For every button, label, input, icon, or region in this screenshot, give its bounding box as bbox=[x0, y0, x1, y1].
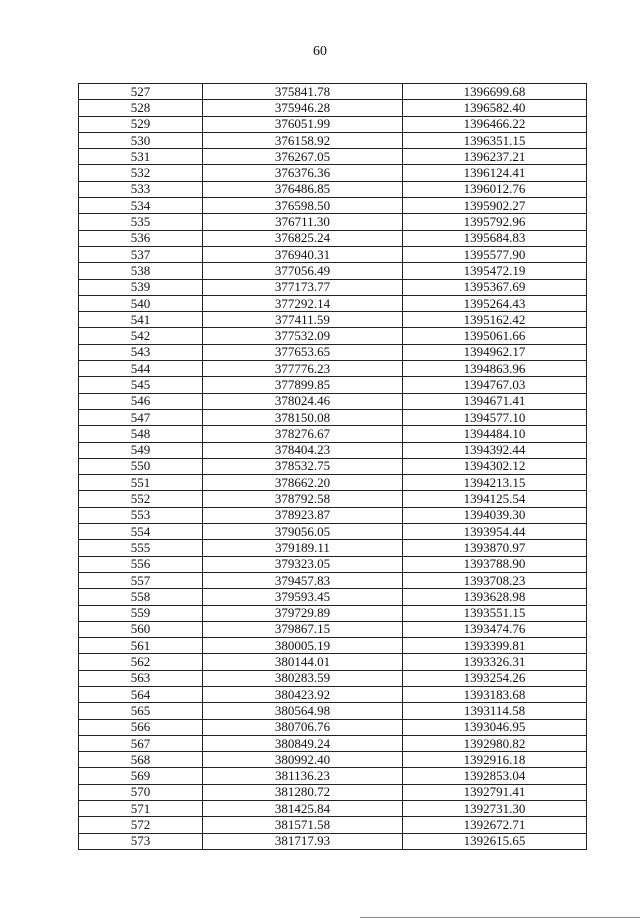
x-coordinate-cell: 377292.14 bbox=[203, 295, 403, 311]
y-coordinate-cell: 1392853.04 bbox=[403, 768, 587, 784]
table-row bbox=[79, 312, 587, 328]
y-coordinate-cell: 1394577.10 bbox=[403, 409, 587, 425]
x-coordinate-cell: 379189.11 bbox=[203, 540, 403, 556]
point-number-cell: 528 bbox=[79, 100, 203, 116]
point-number-cell: 553 bbox=[79, 507, 203, 523]
x-coordinate-cell: 378024.46 bbox=[203, 393, 403, 409]
point-number-cell: 567 bbox=[79, 735, 203, 751]
y-coordinate-cell: 1395367.69 bbox=[403, 279, 587, 295]
x-coordinate-cell: 376376.36 bbox=[203, 165, 403, 181]
y-coordinate-cell: 1393114.58 bbox=[403, 703, 587, 719]
y-coordinate-cell: 1394302.12 bbox=[403, 458, 587, 474]
point-number-cell: 529 bbox=[79, 116, 203, 132]
table-row bbox=[79, 198, 587, 214]
y-coordinate-cell: 1396351.15 bbox=[403, 132, 587, 148]
point-number-cell: 569 bbox=[79, 768, 203, 784]
point-number-cell: 565 bbox=[79, 703, 203, 719]
table-row bbox=[79, 784, 587, 800]
x-coordinate-cell: 377653.65 bbox=[203, 344, 403, 360]
y-coordinate-cell: 1396699.68 bbox=[403, 84, 587, 100]
point-number-cell: 535 bbox=[79, 214, 203, 230]
point-number-cell: 532 bbox=[79, 165, 203, 181]
table-row bbox=[79, 361, 587, 377]
x-coordinate-cell: 380423.92 bbox=[203, 686, 403, 702]
table-row bbox=[79, 263, 587, 279]
page-number: 60 bbox=[313, 44, 327, 59]
table-row bbox=[79, 768, 587, 784]
x-coordinate-cell: 380005.19 bbox=[203, 638, 403, 654]
y-coordinate-cell: 1395061.66 bbox=[403, 328, 587, 344]
table-row bbox=[79, 181, 587, 197]
point-number-cell: 564 bbox=[79, 686, 203, 702]
y-coordinate-cell: 1392672.71 bbox=[403, 817, 587, 833]
x-coordinate-cell: 376940.31 bbox=[203, 246, 403, 262]
x-coordinate-cell: 376051.99 bbox=[203, 116, 403, 132]
x-coordinate-cell: 380564.98 bbox=[203, 703, 403, 719]
x-coordinate-cell: 375946.28 bbox=[203, 100, 403, 116]
point-number-cell: 541 bbox=[79, 312, 203, 328]
table-row bbox=[79, 556, 587, 572]
x-coordinate-cell: 375841.78 bbox=[203, 84, 403, 100]
point-number-cell: 545 bbox=[79, 377, 203, 393]
point-number-cell: 556 bbox=[79, 556, 203, 572]
y-coordinate-cell: 1392615.65 bbox=[403, 833, 587, 849]
coordinates-table-body bbox=[79, 84, 587, 850]
point-number-cell: 557 bbox=[79, 572, 203, 588]
table-row bbox=[79, 540, 587, 556]
bottom-rule bbox=[360, 917, 640, 918]
table-row bbox=[79, 507, 587, 523]
point-number-cell: 563 bbox=[79, 670, 203, 686]
table-row bbox=[79, 409, 587, 425]
x-coordinate-cell: 378532.75 bbox=[203, 458, 403, 474]
x-coordinate-cell: 378923.87 bbox=[203, 507, 403, 523]
table-row bbox=[79, 654, 587, 670]
x-coordinate-cell: 381136.23 bbox=[203, 768, 403, 784]
point-number-cell: 558 bbox=[79, 589, 203, 605]
table-row bbox=[79, 833, 587, 849]
x-coordinate-cell: 381571.58 bbox=[203, 817, 403, 833]
y-coordinate-cell: 1394671.41 bbox=[403, 393, 587, 409]
y-coordinate-cell: 1393326.31 bbox=[403, 654, 587, 670]
point-number-cell: 546 bbox=[79, 393, 203, 409]
y-coordinate-cell: 1396012.76 bbox=[403, 181, 587, 197]
table-row bbox=[79, 491, 587, 507]
table-row bbox=[79, 426, 587, 442]
table-row bbox=[79, 686, 587, 702]
table-row bbox=[79, 230, 587, 246]
table-row bbox=[79, 801, 587, 817]
table-row bbox=[79, 524, 587, 540]
point-number-cell: 542 bbox=[79, 328, 203, 344]
point-number-cell: 549 bbox=[79, 442, 203, 458]
x-coordinate-cell: 377411.59 bbox=[203, 312, 403, 328]
point-number-cell: 560 bbox=[79, 621, 203, 637]
x-coordinate-cell: 377776.23 bbox=[203, 361, 403, 377]
y-coordinate-cell: 1394392.44 bbox=[403, 442, 587, 458]
point-number-cell: 555 bbox=[79, 540, 203, 556]
x-coordinate-cell: 379729.89 bbox=[203, 605, 403, 621]
y-coordinate-cell: 1394767.03 bbox=[403, 377, 587, 393]
y-coordinate-cell: 1394039.30 bbox=[403, 507, 587, 523]
y-coordinate-cell: 1395577.90 bbox=[403, 246, 587, 262]
point-number-cell: 537 bbox=[79, 246, 203, 262]
table-row bbox=[79, 589, 587, 605]
point-number-cell: 559 bbox=[79, 605, 203, 621]
table-row bbox=[79, 132, 587, 148]
y-coordinate-cell: 1395162.42 bbox=[403, 312, 587, 328]
table-row bbox=[79, 295, 587, 311]
x-coordinate-cell: 376825.24 bbox=[203, 230, 403, 246]
y-coordinate-cell: 1393254.26 bbox=[403, 670, 587, 686]
y-coordinate-cell: 1395902.27 bbox=[403, 198, 587, 214]
x-coordinate-cell: 379323.05 bbox=[203, 556, 403, 572]
y-coordinate-cell: 1395472.19 bbox=[403, 263, 587, 279]
point-number-cell: 543 bbox=[79, 344, 203, 360]
y-coordinate-cell: 1394213.15 bbox=[403, 475, 587, 491]
y-coordinate-cell: 1395264.43 bbox=[403, 295, 587, 311]
y-coordinate-cell: 1393954.44 bbox=[403, 524, 587, 540]
table-row bbox=[79, 670, 587, 686]
x-coordinate-cell: 377173.77 bbox=[203, 279, 403, 295]
point-number-cell: 566 bbox=[79, 719, 203, 735]
x-coordinate-cell: 379457.83 bbox=[203, 572, 403, 588]
y-coordinate-cell: 1392791.41 bbox=[403, 784, 587, 800]
y-coordinate-cell: 1393474.76 bbox=[403, 621, 587, 637]
table-row bbox=[79, 735, 587, 751]
point-number-cell: 561 bbox=[79, 638, 203, 654]
y-coordinate-cell: 1396466.22 bbox=[403, 116, 587, 132]
table-row bbox=[79, 442, 587, 458]
point-number-cell: 544 bbox=[79, 361, 203, 377]
table-row bbox=[79, 703, 587, 719]
table-row bbox=[79, 752, 587, 768]
x-coordinate-cell: 377532.09 bbox=[203, 328, 403, 344]
x-coordinate-cell: 376486.85 bbox=[203, 181, 403, 197]
x-coordinate-cell: 380849.24 bbox=[203, 735, 403, 751]
point-number-cell: 550 bbox=[79, 458, 203, 474]
y-coordinate-cell: 1394125.54 bbox=[403, 491, 587, 507]
table-row bbox=[79, 100, 587, 116]
x-coordinate-cell: 379056.05 bbox=[203, 524, 403, 540]
y-coordinate-cell: 1393628.98 bbox=[403, 589, 587, 605]
table-row bbox=[79, 393, 587, 409]
table-row bbox=[79, 719, 587, 735]
x-coordinate-cell: 379867.15 bbox=[203, 621, 403, 637]
table-row bbox=[79, 605, 587, 621]
x-coordinate-cell: 377899.85 bbox=[203, 377, 403, 393]
coordinates-table bbox=[78, 83, 587, 850]
point-number-cell: 534 bbox=[79, 198, 203, 214]
table-row bbox=[79, 377, 587, 393]
y-coordinate-cell: 1395684.83 bbox=[403, 230, 587, 246]
y-coordinate-cell: 1393708.23 bbox=[403, 572, 587, 588]
point-number-cell: 562 bbox=[79, 654, 203, 670]
x-coordinate-cell: 381280.72 bbox=[203, 784, 403, 800]
table-row bbox=[79, 246, 587, 262]
point-number-cell: 570 bbox=[79, 784, 203, 800]
table-row bbox=[79, 84, 587, 100]
point-number-cell: 551 bbox=[79, 475, 203, 491]
x-coordinate-cell: 376711.30 bbox=[203, 214, 403, 230]
y-coordinate-cell: 1396124.41 bbox=[403, 165, 587, 181]
table-row bbox=[79, 165, 587, 181]
point-number-cell: 540 bbox=[79, 295, 203, 311]
table-row bbox=[79, 116, 587, 132]
y-coordinate-cell: 1393551.15 bbox=[403, 605, 587, 621]
x-coordinate-cell: 377056.49 bbox=[203, 263, 403, 279]
y-coordinate-cell: 1393046.95 bbox=[403, 719, 587, 735]
y-coordinate-cell: 1396237.21 bbox=[403, 149, 587, 165]
point-number-cell: 530 bbox=[79, 132, 203, 148]
y-coordinate-cell: 1393870.97 bbox=[403, 540, 587, 556]
table-row bbox=[79, 638, 587, 654]
point-number-cell: 533 bbox=[79, 181, 203, 197]
point-number-cell: 527 bbox=[79, 84, 203, 100]
point-number-cell: 568 bbox=[79, 752, 203, 768]
x-coordinate-cell: 378404.23 bbox=[203, 442, 403, 458]
x-coordinate-cell: 376598.50 bbox=[203, 198, 403, 214]
point-number-cell: 572 bbox=[79, 817, 203, 833]
x-coordinate-cell: 378662.20 bbox=[203, 475, 403, 491]
y-coordinate-cell: 1392980.82 bbox=[403, 735, 587, 751]
point-number-cell: 552 bbox=[79, 491, 203, 507]
x-coordinate-cell: 380283.59 bbox=[203, 670, 403, 686]
table-row bbox=[79, 458, 587, 474]
x-coordinate-cell: 380706.76 bbox=[203, 719, 403, 735]
point-number-cell: 554 bbox=[79, 524, 203, 540]
x-coordinate-cell: 376158.92 bbox=[203, 132, 403, 148]
point-number-cell: 531 bbox=[79, 149, 203, 165]
table-row bbox=[79, 344, 587, 360]
point-number-cell: 547 bbox=[79, 409, 203, 425]
table-row bbox=[79, 149, 587, 165]
point-number-cell: 538 bbox=[79, 263, 203, 279]
table-row bbox=[79, 214, 587, 230]
table-row bbox=[79, 475, 587, 491]
table-row bbox=[79, 817, 587, 833]
x-coordinate-cell: 379593.45 bbox=[203, 589, 403, 605]
x-coordinate-cell: 378276.67 bbox=[203, 426, 403, 442]
y-coordinate-cell: 1394484.10 bbox=[403, 426, 587, 442]
table-row bbox=[79, 279, 587, 295]
x-coordinate-cell: 380992.40 bbox=[203, 752, 403, 768]
x-coordinate-cell: 378792.58 bbox=[203, 491, 403, 507]
y-coordinate-cell: 1392916.18 bbox=[403, 752, 587, 768]
y-coordinate-cell: 1396582.40 bbox=[403, 100, 587, 116]
point-number-cell: 573 bbox=[79, 833, 203, 849]
y-coordinate-cell: 1394863.96 bbox=[403, 361, 587, 377]
point-number-cell: 548 bbox=[79, 426, 203, 442]
y-coordinate-cell: 1393399.81 bbox=[403, 638, 587, 654]
x-coordinate-cell: 376267.05 bbox=[203, 149, 403, 165]
x-coordinate-cell: 381425.84 bbox=[203, 801, 403, 817]
point-number-cell: 571 bbox=[79, 801, 203, 817]
table-row bbox=[79, 328, 587, 344]
point-number-cell: 536 bbox=[79, 230, 203, 246]
x-coordinate-cell: 381717.93 bbox=[203, 833, 403, 849]
table-row bbox=[79, 621, 587, 637]
x-coordinate-cell: 380144.01 bbox=[203, 654, 403, 670]
point-number-cell: 539 bbox=[79, 279, 203, 295]
table-row bbox=[79, 572, 587, 588]
y-coordinate-cell: 1393183.68 bbox=[403, 686, 587, 702]
y-coordinate-cell: 1395792.96 bbox=[403, 214, 587, 230]
x-coordinate-cell: 378150.08 bbox=[203, 409, 403, 425]
y-coordinate-cell: 1392731.30 bbox=[403, 801, 587, 817]
y-coordinate-cell: 1394962.17 bbox=[403, 344, 587, 360]
y-coordinate-cell: 1393788.90 bbox=[403, 556, 587, 572]
